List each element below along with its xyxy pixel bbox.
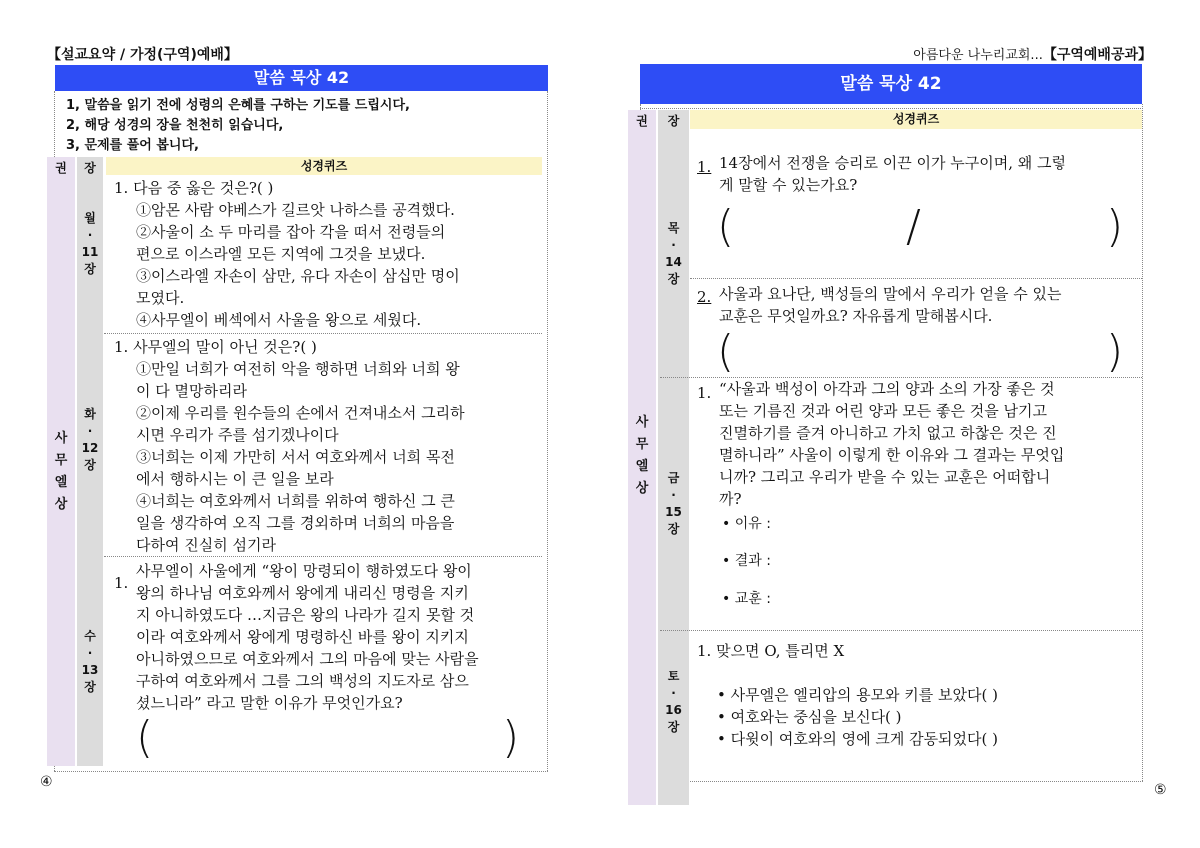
question-number: 1. (697, 158, 712, 176)
right-chapter-header: 장 (667, 114, 680, 128)
question-wed (136, 560, 540, 714)
day-chapter: 16 (665, 703, 682, 717)
row-divider (690, 278, 1142, 279)
day-chapter: 12 (81, 441, 99, 455)
row-divider (104, 556, 542, 557)
right-header (913, 44, 1152, 64)
question-line: 진멸하기를 즐겨 아니하고 가치 없고 하찮은 것은 진 (719, 424, 1057, 442)
book-name-char: 사 (54, 431, 68, 446)
statement-list (717, 684, 1137, 750)
day-char: 목 (667, 221, 680, 235)
day-label-mon (77, 210, 103, 278)
day-dot: · (671, 686, 676, 700)
answer-reason: • 이유 : (722, 516, 771, 532)
day-char: 금 (667, 471, 680, 485)
instruction-line: 1, 말씀을 읽기 전에 성령의 은혜를 구하는 기도를 드립시다, (66, 98, 410, 113)
question-fri (719, 378, 1137, 510)
right-frame-right (1142, 104, 1143, 781)
header-tag: 【구역예배공과】 (1042, 47, 1152, 63)
row-divider (660, 630, 1142, 631)
row-divider (104, 333, 542, 334)
right-frame-bottom (690, 781, 1143, 782)
question-line: 1. 사무엘의 말이 아닌 것은?( ) (114, 338, 317, 356)
question-line: 게 말할 수 있는가요? (719, 176, 858, 194)
question-thu-2 (719, 283, 1137, 327)
question-line: 지 아니하였도다 …지금은 왕의 나라가 길지 못할 것 (136, 606, 475, 624)
book-name-char: 상 (54, 497, 68, 512)
question-mon (114, 177, 540, 331)
question-number: 1. (697, 384, 712, 402)
answer-paren-open: ( (717, 201, 735, 252)
option-line: ④너희는 여호와께서 너희를 위하여 행하신 그 큰 (136, 492, 455, 510)
question-line: 14장에서 전쟁을 승리로 이끈 이가 누구이며, 왜 그렇 (719, 154, 1067, 172)
question-line: 또는 기름진 것과 어린 양과 모든 좋은 것을 남기고 (719, 402, 1047, 420)
answer-slash: / (906, 201, 921, 252)
left-header: 【설교요약 / 가정(구역)예배】 (47, 47, 238, 63)
book-name-char: 엘 (54, 475, 68, 490)
left-frame-bottom (54, 771, 548, 772)
option-line: ③이스라엘 자손이 삼만, 유다 자손이 삼십만 명이 (136, 267, 460, 285)
day-dot: · (671, 238, 676, 252)
day-dot: · (87, 228, 93, 242)
question-line: 1. 다음 중 옳은 것은?( ) (114, 179, 274, 197)
question-line: 이라 여호와께서 왕에게 명령하신 바를 왕이 지키지 (136, 628, 469, 646)
day-label-wed (77, 628, 103, 696)
answer-paren-close: ) (502, 712, 520, 763)
statement-item: • 다윗이 여호와의 영에 크게 감동되었다( ) (717, 730, 999, 748)
answer-paren-close: ) (1106, 326, 1124, 377)
day-dot: · (87, 424, 93, 438)
day-jang: 장 (84, 458, 96, 472)
right-book-name (628, 412, 656, 500)
question-line: “사울과 백성이 아각과 그의 양과 소의 가장 좋은 것 (719, 380, 1055, 398)
question-thu-1 (719, 152, 1137, 196)
day-jang: 장 (667, 522, 680, 536)
option-line: 편으로 이스라엘 모든 지역에 그것을 보냈다. (136, 245, 426, 263)
day-jang: 장 (84, 262, 96, 276)
day-dot: · (87, 646, 93, 660)
day-label-sat (658, 668, 689, 736)
option-line: 모였다. (136, 289, 185, 307)
option-line: ①만일 너희가 여전히 악을 행하면 너희와 너희 왕 (136, 360, 460, 378)
question-line: 멸하니라” 사울이 이렇게 한 이유와 그 결과는 무엇입 (719, 446, 1065, 464)
right-top-rule (640, 108, 1143, 109)
option-line: ①암몬 사람 야베스가 길르앗 나하스를 공격했다. (136, 201, 455, 219)
instruction-line: 2, 해당 성경의 장을 천천히 읽습니다, (66, 118, 284, 133)
book-name-chars (628, 412, 656, 500)
answer-paren-open: ( (717, 326, 735, 377)
answer-paren-open: ( (136, 712, 154, 763)
book-name-char: 상 (635, 481, 649, 496)
question-sat: 1. 맞으면 O, 틀리면 X (697, 642, 845, 660)
day-char: 화 (84, 407, 96, 421)
left-frame-right (547, 91, 548, 771)
option-line: 이 다 멸망하리라 (136, 382, 247, 400)
day-char: 토 (667, 669, 680, 683)
day-char: 수 (84, 629, 96, 643)
day-jang: 장 (84, 680, 96, 694)
option-line: ②이제 우리를 원수들의 손에서 건져내소서 그리하 (136, 404, 465, 422)
question-line: 까? (719, 490, 742, 508)
left-chapter-header: 장 (84, 161, 96, 175)
option-line: 일을 생각하여 오직 그를 경외하며 너희의 마음을 (136, 514, 455, 532)
question-line: 아니하였으므로 여호와께서 그의 마음에 맞는 사람을 (136, 650, 479, 668)
question-tue (114, 336, 540, 556)
day-dot: · (671, 488, 676, 502)
left-title-bar: 말씀 묵상 42 (55, 65, 548, 91)
option-line: 에서 행하시는 이 큰 일을 보라 (136, 470, 334, 488)
question-line: 셨느니라” 라고 말한 이유가 무엇인가요? (136, 694, 403, 712)
day-char: 월 (84, 211, 96, 225)
day-label-thu (658, 220, 689, 288)
answer-lesson: • 교훈 : (722, 591, 771, 607)
statement-item: • 여호와는 중심을 보신다( ) (717, 708, 902, 726)
book-name-chars (47, 428, 75, 516)
right-book-header: 권 (636, 114, 648, 128)
question-line: 사무엘이 사울에게 “왕이 망령되이 행하였도다 왕이 (136, 562, 472, 580)
day-chapter: 15 (665, 505, 682, 519)
instruction-line: 3, 문제를 풀어 봅니다, (66, 138, 199, 153)
question-line: 사울과 요나단, 백성들의 말에서 우리가 얻을 수 있는 (719, 285, 1062, 303)
page-number-right: ⑤ (1154, 782, 1167, 798)
right-quiz-header: 성경퀴즈 (690, 110, 1142, 129)
question-line: 구하여 여호와께서 그를 그의 백성의 지도자로 삼으 (136, 672, 469, 690)
left-book-header: 권 (55, 161, 67, 175)
book-name-char: 엘 (635, 459, 649, 474)
left-quiz-header: 성경퀴즈 (106, 157, 542, 175)
option-line: ④사무엘이 베섹에서 사울을 왕으로 세웠다. (136, 311, 422, 329)
question-line: 니까? 그리고 우리가 받을 수 있는 교훈은 어떠합니 (719, 468, 1051, 486)
page-number-left: ④ (40, 774, 53, 790)
question-number: 2. (697, 288, 712, 306)
option-line: 다하여 진실히 섬기라 (136, 536, 276, 554)
book-name-char: 무 (635, 437, 649, 452)
question-line: 교훈은 무엇일까요? 자유롭게 말해봅시다. (719, 307, 993, 325)
church-name: 아름다운 나누리교회... (913, 48, 1043, 63)
book-name-char: 무 (54, 453, 68, 468)
day-chapter: 11 (81, 245, 99, 259)
option-line: ②사울이 소 두 마리를 잡아 각을 떠서 전령들의 (136, 223, 446, 241)
day-label-fri (658, 470, 689, 538)
left-book-name (47, 428, 75, 516)
day-jang: 장 (667, 272, 680, 286)
question-number: 1. (114, 574, 129, 592)
option-line: ③너희는 이제 가만히 서서 여호와께서 너희 목전 (136, 448, 455, 466)
day-chapter: 13 (81, 663, 99, 677)
book-name-char: 사 (635, 415, 649, 430)
day-label-tue (77, 406, 103, 474)
question-line: 왕의 하나님 여호와께서 왕에게 내리신 명령을 지키 (136, 584, 469, 602)
left-instructions (66, 96, 536, 156)
answer-paren-close: ) (1106, 201, 1124, 252)
day-chapter: 14 (665, 255, 682, 269)
right-title-bar: 말씀 묵상 42 (640, 64, 1142, 104)
answer-result: • 결과 : (722, 553, 771, 569)
day-jang: 장 (667, 720, 680, 734)
statement-item: • 사무엘은 엘리압의 용모와 키를 보았다( ) (717, 686, 999, 704)
option-line: 시면 우리가 주를 섬기겠나이다 (136, 426, 339, 444)
